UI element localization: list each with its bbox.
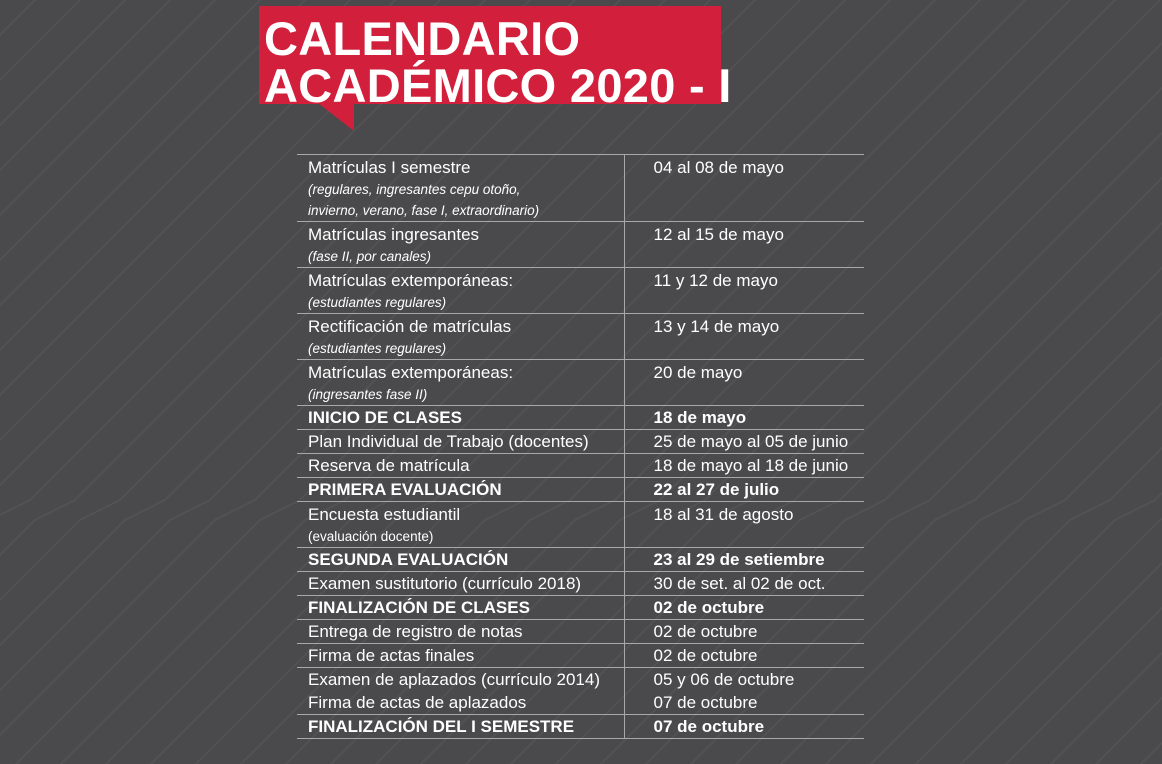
activity-note: invierno, verano, fase I, extraordinario) (308, 203, 540, 218)
activity-cell (297, 314, 624, 360)
calendar-row (297, 572, 864, 596)
activity-note: (fase II, por canales) (308, 249, 432, 264)
activity-label: Plan Individual de Trabajo (docentes) (308, 432, 589, 451)
calendar-row (297, 548, 864, 572)
calendar-row (297, 222, 864, 268)
date-label: 07 de octubre (653, 693, 758, 712)
date-cell (624, 644, 864, 668)
calendar-row (297, 502, 864, 548)
activity-cell (297, 360, 624, 406)
activity-label: SEGUNDA EVALUACIÓN (308, 550, 509, 569)
date-cell (624, 360, 864, 406)
date-cell (624, 430, 864, 454)
background-line (0, 0, 235, 764)
date-label: 02 de octubre (653, 598, 765, 617)
date-label: 22 al 27 de julio (653, 480, 780, 499)
activity-label: Entrega de registro de notas (308, 622, 523, 641)
date-cell (624, 222, 864, 268)
date-cell (624, 155, 864, 222)
title-banner (259, 6, 732, 112)
activity-label: FINALIZACIÓN DE CLASES (308, 598, 530, 617)
activity-note: (evaluación docente) (308, 529, 434, 544)
date-cell (624, 314, 864, 360)
title-line-2: ACADÉMICO 2020 - I (264, 59, 732, 112)
date-label: 20 de mayo (653, 363, 743, 382)
activity-note: (estudiantes regulares) (308, 295, 447, 310)
calendar-row (297, 406, 864, 430)
activity-label: Firma de actas finales (308, 646, 475, 665)
date-label: 18 de mayo al 18 de junio (653, 456, 849, 475)
date-label: 05 y 06 de octubre (653, 670, 795, 689)
academic-calendar-table (297, 154, 864, 739)
date-cell (624, 478, 864, 502)
activity-cell (297, 548, 624, 572)
date-label: 02 de octubre (653, 646, 758, 665)
activity-label: Matrículas extemporáneas: (308, 363, 514, 382)
date-cell (624, 715, 864, 739)
date-cell (624, 406, 864, 430)
activity-cell (297, 502, 624, 548)
activity-label: Matrículas ingresantes (308, 225, 480, 244)
activity-label: Matrículas I semestre (308, 158, 471, 177)
activity-cell (297, 454, 624, 478)
date-cell (624, 454, 864, 478)
background-line (0, 0, 55, 764)
date-label: 04 al 08 de mayo (653, 158, 784, 177)
activity-note: (estudiantes regulares) (308, 341, 447, 356)
date-label: 18 al 31 de agosto (653, 505, 794, 524)
date-cell (624, 572, 864, 596)
date-label: 18 de mayo (653, 408, 747, 427)
date-label: 11 y 12 de mayo (653, 271, 778, 290)
calendar-row (297, 691, 864, 715)
date-cell (624, 691, 864, 715)
activity-cell (297, 596, 624, 620)
date-label: 13 y 14 de mayo (653, 317, 780, 336)
activity-note: (regulares, ingresantes cepu otoño, (308, 182, 521, 197)
activity-cell (297, 715, 624, 739)
activity-cell (297, 691, 624, 715)
activity-label: Examen de aplazados (currículo 2014) (308, 670, 600, 689)
activity-cell (297, 478, 624, 502)
activity-label: Matrículas extemporáneas: (308, 271, 514, 290)
date-cell (624, 596, 864, 620)
calendar-row (297, 596, 864, 620)
calendar-row (297, 360, 864, 406)
activity-cell (297, 620, 624, 644)
background-line (0, 0, 10, 764)
activity-cell (297, 155, 624, 222)
background-line (0, 0, 190, 764)
activity-cell (297, 668, 624, 692)
date-label: 23 al 29 de setiembre (653, 550, 825, 569)
activity-label: FINALIZACIÓN DEL I SEMESTRE (308, 717, 575, 736)
calendar-row (297, 454, 864, 478)
date-cell (624, 548, 864, 572)
activity-note: (ingresantes fase II) (308, 387, 428, 402)
date-label: 02 de octubre (653, 622, 758, 641)
calendar-row (297, 314, 864, 360)
activity-label: Examen sustitutorio (currículo 2018) (308, 574, 582, 593)
activity-label: Firma de actas de aplazados (308, 693, 527, 712)
date-label: 12 al 15 de mayo (653, 225, 784, 244)
title-line-1: CALENDARIO (264, 12, 581, 65)
date-label: 30 de set. al 02 de oct. (653, 574, 826, 593)
calendar-row (297, 644, 864, 668)
background-line (945, 0, 1162, 764)
date-cell (624, 268, 864, 314)
activity-cell (297, 572, 624, 596)
activity-cell (297, 644, 624, 668)
background-line (1035, 0, 1162, 764)
activity-cell (297, 406, 624, 430)
activity-cell (297, 268, 624, 314)
activity-label: INICIO DE CLASES (308, 408, 462, 427)
background-line (855, 0, 1162, 764)
calendar-row (297, 715, 864, 739)
activity-label: PRIMERA EVALUACIÓN (308, 480, 502, 499)
calendar-row (297, 620, 864, 644)
activity-label: Encuesta estudiantil (308, 505, 461, 524)
date-label: 07 de octubre (653, 717, 765, 736)
calendar-row (297, 268, 864, 314)
activity-label: Reserva de matrícula (308, 456, 470, 475)
calendar-row (297, 668, 864, 692)
calendar-row (297, 155, 864, 222)
activity-label: Rectificación de matrículas (308, 317, 512, 336)
background-line (0, 0, 325, 764)
title-banner-pointer (318, 103, 354, 131)
calendar-row (297, 430, 864, 454)
date-cell (624, 668, 864, 692)
date-cell (624, 502, 864, 548)
background-line (0, 0, 145, 764)
date-cell (624, 620, 864, 644)
calendar-row (297, 478, 864, 502)
activity-cell (297, 430, 624, 454)
background-line (1125, 0, 1162, 764)
activity-cell (297, 222, 624, 268)
date-label: 25 de mayo al 05 de junio (653, 432, 849, 451)
